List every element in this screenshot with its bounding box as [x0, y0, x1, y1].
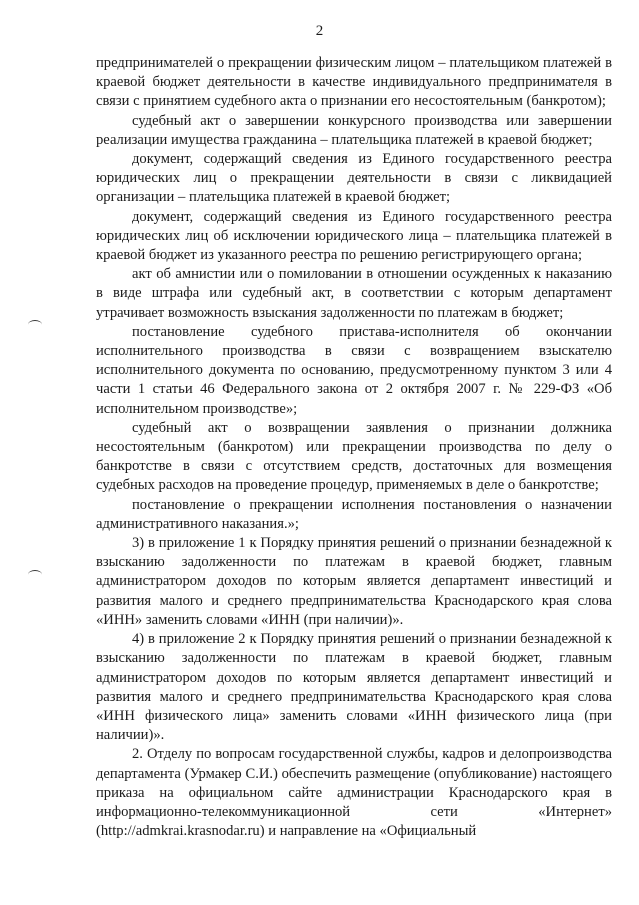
paragraph: документ, содержащий сведения из Единого государственного реестра юридических лиц о прекращении деятельности в связи с ликвидацией организации – плательщика платежей в краевой бюджет;	[96, 151, 612, 206]
paragraph: постановление судебного пристава-исполнителя об окончании исполнительного производства в связи с возвращением взыскателю исполнительного документа по основанию, предусмотренному пунктом 3 или 4 части 1 статьи 46 Федерального закона от 2 октября 2007 г. № 229-ФЗ «Об исполнительном производстве»;	[96, 323, 612, 417]
margin-mark	[28, 570, 42, 579]
paragraph: документ, содержащий сведения из Единого государственного реестра юридических лиц об исключении юридического лица – плательщика платежей в краевой бюджет из указанного реестра по решению регистрирующего органа;	[96, 208, 612, 264]
page-number: 2	[315, 23, 324, 39]
paragraph: 2. Отделу по вопросам государственной службы, кадров и делопроизводства департамента (Урмакер С.И.) обеспечить размещение (опубликование) настоящего приказа на официальном сайте администрации Краснодарского края в информационно-телекоммуникационной сети «Интернет» (http://admkrai.krasnodar.ru) и направление на «Официальный	[96, 746, 612, 840]
paragraph: судебный акт о завершении конкурсного производства или завершении реализации имущества гражданина – плательщика платежей в краевой бюджет;	[96, 112, 612, 148]
paragraph: акт об амнистии или о помиловании в отношении осужденных к наказанию в виде штрафа или судебный акт, в соответствии с которым департамент утрачивает возможность взыскания задолженности по платежам в бюджет;	[96, 266, 612, 321]
margin-mark	[28, 320, 42, 329]
document-body	[96, 54, 612, 841]
paragraph: 4) в приложение 2 к Порядку принятия решений о признании безнадежной к взысканию задолженности по платежам в краевой бюджет, главным администратором доходов по которым является департамент инвестиций и развития малого и среднего предпринимательства Краснодарского края слова «ИНН физического лица» заменить словами «ИНН физического лица (при наличии)».	[96, 631, 612, 744]
paragraph: 3) в приложение 1 к Порядку принятия решений о признании безнадежной к взысканию задолженности по платежам в краевой бюджет, главным администратором доходов по которым является департамент инвестиций и развития малого и среднего предпринимательства Краснодарского края слова «ИНН» заменить словами «ИНН (при наличии)».	[96, 535, 612, 628]
paragraph: предпринимателей о прекращении физическим лицом – плательщиком платежей в краевой бюджет деятельности в качестве индивидуального предпринимателя в связи с принятием судебного акта о признании его несостоятельным (банкротом);	[96, 55, 612, 110]
paragraph: постановление о прекращении исполнения постановления о назначении административного наказания.»;	[96, 496, 612, 532]
paragraph: судебный акт о возвращении заявления о признании должника несостоятельным (банкротом) или прекращении производства по делу о банкротстве в связи с отсутствием средств, достаточных для возмещения судебных расходов на проведение процедур, применяемых в деле о банкротстве;	[96, 419, 612, 494]
